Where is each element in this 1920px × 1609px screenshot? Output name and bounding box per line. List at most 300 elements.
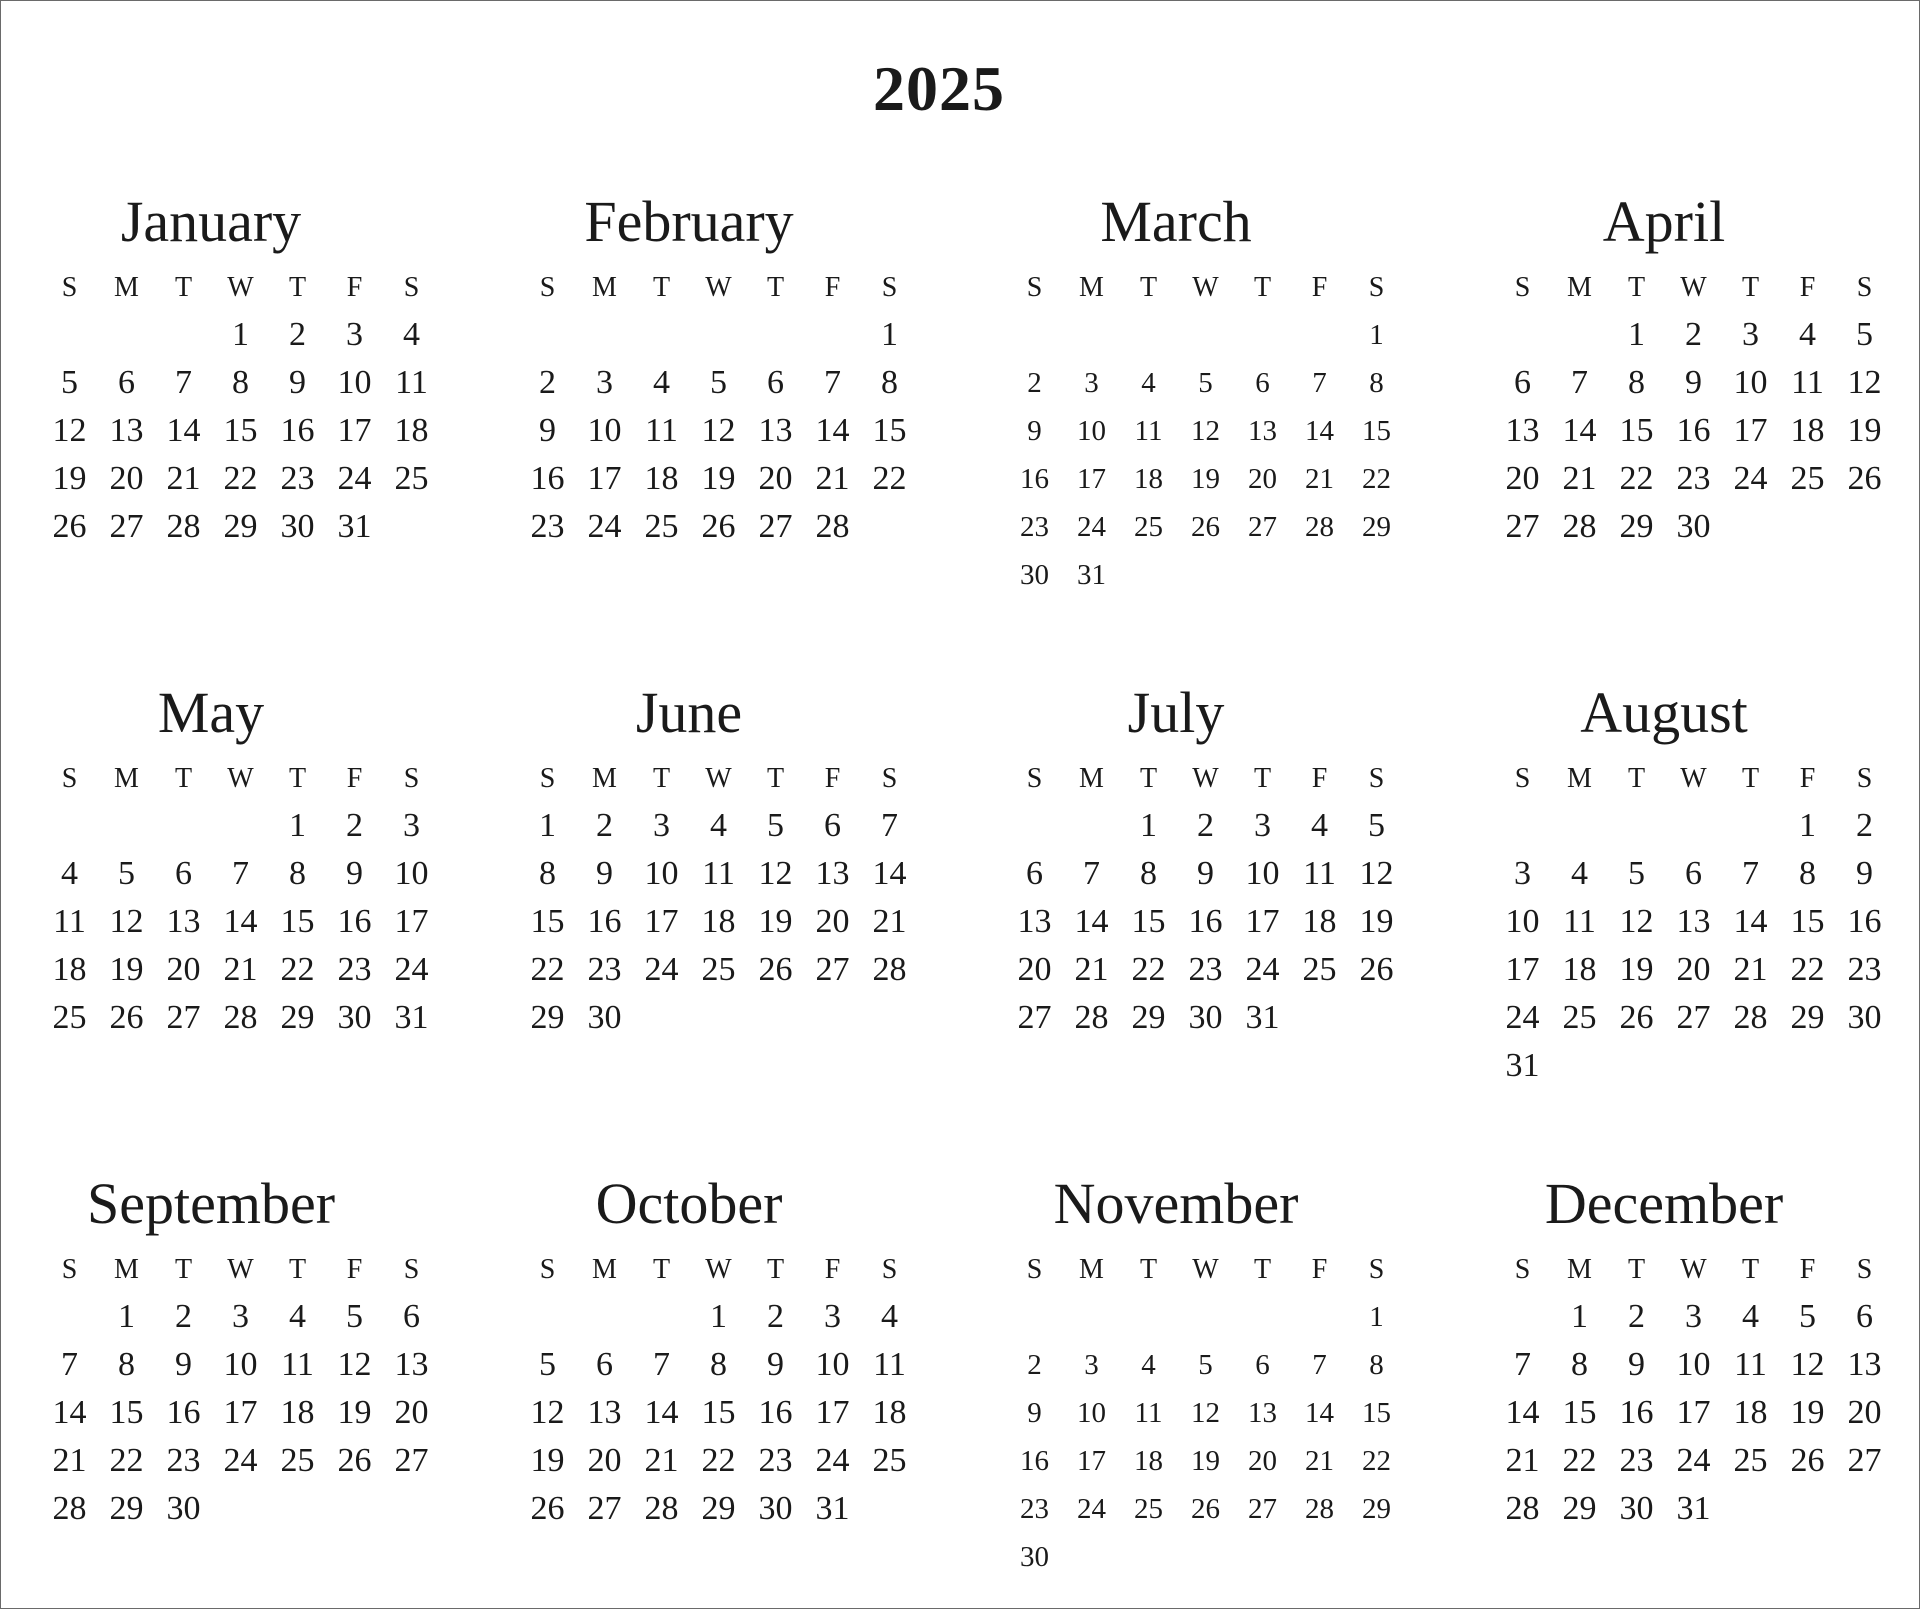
day-cell: 17 <box>1505 951 1540 988</box>
day-cell: 15 <box>109 1394 144 1431</box>
day-cell: 6 <box>403 1298 420 1335</box>
day-cell: 11 <box>873 1346 906 1383</box>
weekday-header: F <box>346 763 363 794</box>
day-cell: 27 <box>587 1490 622 1527</box>
day-cell: 20 <box>1505 460 1540 497</box>
empty-cell <box>41 1293 98 1341</box>
day-cell: 20 <box>1847 1394 1882 1431</box>
day-cell: 31 <box>815 1490 850 1527</box>
day-cell: 8 <box>118 1346 135 1383</box>
weekday-header: S <box>1026 1254 1043 1285</box>
day-cell: 22 <box>280 951 315 988</box>
day-cell: 17 <box>1245 903 1280 940</box>
day-cell: 2 <box>346 807 363 844</box>
weekday-header: W <box>705 763 732 794</box>
day-cell: 16 <box>166 1394 201 1431</box>
day-cell: 2 <box>1027 1349 1042 1381</box>
weekday-header: T <box>1741 763 1760 794</box>
day-cell: 30 <box>1619 1490 1654 1527</box>
month-name: October <box>595 1171 783 1236</box>
day-cell: 25 <box>872 1442 907 1479</box>
day-cell: 11 <box>53 903 86 940</box>
day-cell: 17 <box>394 903 429 940</box>
month-name: September <box>86 1171 336 1236</box>
day-cell: 26 <box>52 508 87 545</box>
day-cell: 12 <box>1847 364 1882 401</box>
day-cell: 7 <box>1571 364 1588 401</box>
day-cell: 19 <box>1191 463 1220 495</box>
day-cell: 15 <box>530 903 565 940</box>
day-cell: 19 <box>337 1394 372 1431</box>
day-cell: 14 <box>1733 903 1768 940</box>
weekday-header: T <box>174 272 193 303</box>
day-cell: 25 <box>1562 999 1597 1036</box>
day-cell: 26 <box>1619 999 1654 1036</box>
day-cell: 19 <box>52 460 87 497</box>
weekday-header: T <box>288 763 307 794</box>
day-cell: 6 <box>596 1346 613 1383</box>
day-cell: 17 <box>337 412 372 449</box>
day-cell: 1 <box>289 807 306 844</box>
weekday-header: S <box>1026 763 1043 794</box>
day-cell: 22 <box>1131 951 1166 988</box>
empty-cell <box>1551 311 1608 359</box>
day-cell: 28 <box>223 999 258 1036</box>
day-cell: 11 <box>1303 855 1336 892</box>
weekday-header: M <box>1079 1254 1104 1285</box>
day-cell: 6 <box>1255 367 1270 399</box>
day-cell: 1 <box>1140 807 1157 844</box>
day-cell: 18 <box>1733 1394 1768 1431</box>
month-name: January <box>120 189 302 254</box>
day-cell: 30 <box>1020 559 1049 591</box>
day-cell: 16 <box>280 412 315 449</box>
day-cell: 27 <box>758 508 793 545</box>
day-cell: 6 <box>767 364 784 401</box>
day-cell: 28 <box>1505 1490 1540 1527</box>
day-cell: 27 <box>109 508 144 545</box>
empty-cell <box>804 311 861 359</box>
day-cell: 30 <box>1676 508 1711 545</box>
day-cell: 22 <box>1362 1445 1391 1477</box>
day-cell: 20 <box>1017 951 1052 988</box>
empty-cell <box>1063 1293 1120 1341</box>
day-cell: 23 <box>337 951 372 988</box>
day-cell: 29 <box>701 1490 736 1527</box>
empty-cell <box>1120 1293 1177 1341</box>
day-cell: 6 <box>1026 855 1043 892</box>
day-cell: 16 <box>1847 903 1882 940</box>
day-cell: 30 <box>1188 999 1223 1036</box>
day-cell: 30 <box>1020 1541 1049 1573</box>
day-cell: 11 <box>1563 903 1596 940</box>
month-name: July <box>1127 680 1225 745</box>
day-cell: 29 <box>109 1490 144 1527</box>
day-cell: 19 <box>1847 412 1882 449</box>
day-cell: 1 <box>232 316 249 353</box>
day-cell: 15 <box>1131 903 1166 940</box>
weekday-header: F <box>346 272 363 303</box>
days-grid <box>1006 265 1405 599</box>
day-cell: 22 <box>701 1442 736 1479</box>
day-cell: 24 <box>815 1442 850 1479</box>
weekday-header: T <box>1139 763 1158 794</box>
empty-cell <box>690 311 747 359</box>
year-title: 2025 <box>873 53 1005 124</box>
weekday-header: T <box>174 763 193 794</box>
day-cell: 11 <box>645 412 678 449</box>
day-cell: 10 <box>223 1346 258 1383</box>
day-cell: 27 <box>1676 999 1711 1036</box>
day-cell: 28 <box>1733 999 1768 1036</box>
day-cell: 8 <box>1571 1346 1588 1383</box>
day-cell: 28 <box>1305 511 1334 543</box>
day-cell: 7 <box>1514 1346 1531 1383</box>
day-cell: 12 <box>1790 1346 1825 1383</box>
day-cell: 10 <box>394 855 429 892</box>
weekday-header: F <box>1311 272 1328 303</box>
day-cell: 22 <box>223 460 258 497</box>
empty-cell <box>1234 311 1291 359</box>
day-cell: 10 <box>815 1346 850 1383</box>
day-cell: 5 <box>1198 367 1213 399</box>
day-cell: 7 <box>232 855 249 892</box>
weekday-header: W <box>227 1254 254 1285</box>
day-cell: 2 <box>1685 316 1702 353</box>
day-cell: 28 <box>166 508 201 545</box>
weekday-header: S <box>539 1254 556 1285</box>
day-cell: 26 <box>109 999 144 1036</box>
day-cell: 21 <box>166 460 201 497</box>
day-cell: 23 <box>166 1442 201 1479</box>
day-cell: 15 <box>280 903 315 940</box>
day-cell: 26 <box>337 1442 372 1479</box>
weekday-header: F <box>1311 1254 1328 1285</box>
day-cell: 21 <box>644 1442 679 1479</box>
day-cell: 7 <box>175 364 192 401</box>
day-cell: 2 <box>1856 807 1873 844</box>
day-cell: 29 <box>530 999 565 1036</box>
day-cell: 25 <box>1790 460 1825 497</box>
day-cell: 18 <box>872 1394 907 1431</box>
weekday-header: T <box>1139 272 1158 303</box>
day-cell: 26 <box>530 1490 565 1527</box>
weekday-header: S <box>61 1254 78 1285</box>
day-cell: 15 <box>223 412 258 449</box>
day-cell: 23 <box>530 508 565 545</box>
weekday-header: F <box>824 763 841 794</box>
day-cell: 3 <box>1254 807 1271 844</box>
day-cell: 13 <box>109 412 144 449</box>
day-cell: 2 <box>1628 1298 1645 1335</box>
day-cell: 31 <box>1505 1047 1540 1084</box>
day-cell: 3 <box>232 1298 249 1335</box>
day-cell: 24 <box>223 1442 258 1479</box>
empty-cell <box>633 1293 690 1341</box>
weekday-header: F <box>824 272 841 303</box>
day-cell: 10 <box>1077 415 1106 447</box>
day-cell: 2 <box>1027 367 1042 399</box>
empty-cell <box>1494 802 1551 850</box>
day-cell: 20 <box>1676 951 1711 988</box>
day-cell: 13 <box>1676 903 1711 940</box>
weekday-header: S <box>881 272 898 303</box>
day-cell: 19 <box>109 951 144 988</box>
day-cell: 25 <box>394 460 429 497</box>
day-cell: 22 <box>1619 460 1654 497</box>
day-cell: 27 <box>1248 511 1277 543</box>
day-cell: 2 <box>289 316 306 353</box>
day-cell: 16 <box>1676 412 1711 449</box>
day-cell: 14 <box>1074 903 1109 940</box>
day-cell: 21 <box>223 951 258 988</box>
weekday-header: S <box>1856 1254 1873 1285</box>
weekday-header: T <box>1253 272 1272 303</box>
day-cell: 10 <box>337 364 372 401</box>
day-cell: 18 <box>280 1394 315 1431</box>
day-cell: 15 <box>701 1394 736 1431</box>
days-grid <box>519 265 918 551</box>
day-cell: 3 <box>403 807 420 844</box>
month-name: April <box>1602 189 1726 254</box>
day-cell: 12 <box>1619 903 1654 940</box>
weekday-header: S <box>1514 272 1531 303</box>
day-cell: 20 <box>109 460 144 497</box>
day-cell: 29 <box>280 999 315 1036</box>
day-cell: 4 <box>1141 367 1156 399</box>
weekday-header: F <box>824 1254 841 1285</box>
day-cell: 31 <box>1245 999 1280 1036</box>
day-cell: 1 <box>1571 1298 1588 1335</box>
day-cell: 4 <box>403 316 420 353</box>
day-cell: 26 <box>1359 951 1394 988</box>
month-name: November <box>1053 1171 1299 1236</box>
day-cell: 17 <box>223 1394 258 1431</box>
day-cell: 28 <box>872 951 907 988</box>
day-cell: 14 <box>644 1394 679 1431</box>
day-cell: 16 <box>758 1394 793 1431</box>
weekday-header: F <box>1799 763 1816 794</box>
day-cell: 7 <box>61 1346 78 1383</box>
day-cell: 4 <box>881 1298 898 1335</box>
day-cell: 1 <box>1369 319 1384 351</box>
day-cell: 30 <box>758 1490 793 1527</box>
day-cell: 15 <box>1362 1397 1391 1429</box>
day-cell: 21 <box>1562 460 1597 497</box>
day-cell: 23 <box>280 460 315 497</box>
day-cell: 5 <box>346 1298 363 1335</box>
day-cell: 9 <box>767 1346 784 1383</box>
day-cell: 7 <box>1312 1349 1327 1381</box>
day-cell: 14 <box>1305 415 1334 447</box>
day-cell: 18 <box>52 951 87 988</box>
day-cell: 14 <box>1505 1394 1540 1431</box>
weekday-header: S <box>403 272 420 303</box>
days-grid <box>1494 756 1893 1090</box>
day-cell: 19 <box>1790 1394 1825 1431</box>
day-cell: 25 <box>644 508 679 545</box>
day-cell: 28 <box>1562 508 1597 545</box>
empty-cell <box>519 1293 576 1341</box>
month-name: March <box>1100 189 1252 254</box>
day-cell: 11 <box>702 855 735 892</box>
day-cell: 22 <box>1362 463 1391 495</box>
empty-cell <box>1608 802 1665 850</box>
day-cell: 13 <box>1847 1346 1882 1383</box>
day-cell: 8 <box>1369 367 1384 399</box>
day-cell: 11 <box>395 364 428 401</box>
day-cell: 31 <box>1676 1490 1711 1527</box>
day-cell: 13 <box>1248 415 1277 447</box>
day-cell: 8 <box>1628 364 1645 401</box>
day-cell: 1 <box>881 316 898 353</box>
month-name: June <box>635 680 743 745</box>
weekday-header: M <box>114 763 139 794</box>
day-cell: 4 <box>1571 855 1588 892</box>
day-cell: 24 <box>394 951 429 988</box>
day-cell: 15 <box>872 412 907 449</box>
day-cell: 17 <box>1676 1394 1711 1431</box>
weekday-header: M <box>592 272 617 303</box>
day-cell: 9 <box>1685 364 1702 401</box>
day-cell: 20 <box>758 460 793 497</box>
day-cell: 20 <box>394 1394 429 1431</box>
day-cell: 16 <box>587 903 622 940</box>
weekday-header: T <box>652 763 671 794</box>
day-cell: 17 <box>1733 412 1768 449</box>
day-cell: 6 <box>824 807 841 844</box>
day-cell: 6 <box>1856 1298 1873 1335</box>
day-cell: 3 <box>1514 855 1531 892</box>
day-cell: 1 <box>710 1298 727 1335</box>
day-cell: 27 <box>1248 1493 1277 1525</box>
day-cell: 28 <box>1305 1493 1334 1525</box>
day-cell: 7 <box>881 807 898 844</box>
day-cell: 25 <box>280 1442 315 1479</box>
weekday-header: S <box>1514 763 1531 794</box>
day-cell: 20 <box>587 1442 622 1479</box>
day-cell: 25 <box>1733 1442 1768 1479</box>
day-cell: 20 <box>1248 1445 1277 1477</box>
day-cell: 27 <box>1017 999 1052 1036</box>
day-cell: 20 <box>1248 463 1277 495</box>
empty-cell <box>155 311 212 359</box>
weekday-header: T <box>766 1254 785 1285</box>
day-cell: 9 <box>1628 1346 1645 1383</box>
day-cell: 22 <box>872 460 907 497</box>
day-cell: 3 <box>1685 1298 1702 1335</box>
day-cell: 20 <box>166 951 201 988</box>
empty-cell <box>1063 802 1120 850</box>
day-cell: 19 <box>1191 1445 1220 1477</box>
day-cell: 15 <box>1619 412 1654 449</box>
day-cell: 16 <box>1020 463 1049 495</box>
day-cell: 5 <box>1368 807 1385 844</box>
weekday-header: W <box>1680 272 1707 303</box>
day-cell: 10 <box>1505 903 1540 940</box>
weekday-header: S <box>1026 272 1043 303</box>
days-grid <box>41 265 440 551</box>
empty-cell <box>98 311 155 359</box>
day-cell: 4 <box>710 807 727 844</box>
empty-cell <box>1291 311 1348 359</box>
day-cell: 4 <box>289 1298 306 1335</box>
day-cell: 3 <box>824 1298 841 1335</box>
day-cell: 27 <box>166 999 201 1036</box>
day-cell: 3 <box>653 807 670 844</box>
day-cell: 6 <box>1685 855 1702 892</box>
day-cell: 2 <box>596 807 613 844</box>
empty-cell <box>1234 1293 1291 1341</box>
day-cell: 8 <box>1799 855 1816 892</box>
empty-cell <box>41 802 98 850</box>
weekday-header: S <box>1856 763 1873 794</box>
day-cell: 18 <box>1134 1445 1163 1477</box>
day-cell: 12 <box>530 1394 565 1431</box>
day-cell: 12 <box>1359 855 1394 892</box>
day-cell: 4 <box>1311 807 1328 844</box>
weekday-header: S <box>61 272 78 303</box>
day-cell: 9 <box>596 855 613 892</box>
empty-cell <box>41 311 98 359</box>
day-cell: 18 <box>644 460 679 497</box>
empty-cell <box>1120 311 1177 359</box>
day-cell: 24 <box>644 951 679 988</box>
day-cell: 26 <box>701 508 736 545</box>
day-cell: 9 <box>175 1346 192 1383</box>
day-cell: 30 <box>587 999 622 1036</box>
day-cell: 23 <box>1188 951 1223 988</box>
day-cell: 30 <box>1847 999 1882 1036</box>
days-grid <box>41 756 440 1042</box>
weekday-header: W <box>1192 763 1219 794</box>
day-cell: 11 <box>1134 415 1163 447</box>
day-cell: 14 <box>872 855 907 892</box>
day-cell: 3 <box>1084 1349 1099 1381</box>
day-cell: 16 <box>337 903 372 940</box>
weekday-header: M <box>592 763 617 794</box>
day-cell: 13 <box>587 1394 622 1431</box>
day-cell: 12 <box>758 855 793 892</box>
day-cell: 30 <box>166 1490 201 1527</box>
day-cell: 9 <box>539 412 556 449</box>
day-cell: 10 <box>1676 1346 1711 1383</box>
weekday-header: S <box>881 763 898 794</box>
day-cell: 22 <box>109 1442 144 1479</box>
empty-cell <box>519 311 576 359</box>
day-cell: 24 <box>1077 511 1106 543</box>
day-cell: 11 <box>1734 1346 1767 1383</box>
day-cell: 4 <box>61 855 78 892</box>
month-name: February <box>584 189 794 254</box>
day-cell: 3 <box>1742 316 1759 353</box>
day-cell: 11 <box>281 1346 314 1383</box>
day-cell: 18 <box>1790 412 1825 449</box>
day-cell: 17 <box>1077 463 1106 495</box>
day-cell: 5 <box>539 1346 556 1383</box>
weekday-header: S <box>403 763 420 794</box>
day-cell: 1 <box>118 1298 135 1335</box>
day-cell: 14 <box>1562 412 1597 449</box>
day-cell: 15 <box>1562 1394 1597 1431</box>
day-cell: 23 <box>1619 1442 1654 1479</box>
day-cell: 9 <box>346 855 363 892</box>
days-grid <box>1494 265 1893 551</box>
day-cell: 25 <box>52 999 87 1036</box>
day-cell: 26 <box>1191 1493 1220 1525</box>
weekday-header: W <box>1680 763 1707 794</box>
day-cell: 10 <box>1077 1397 1106 1429</box>
